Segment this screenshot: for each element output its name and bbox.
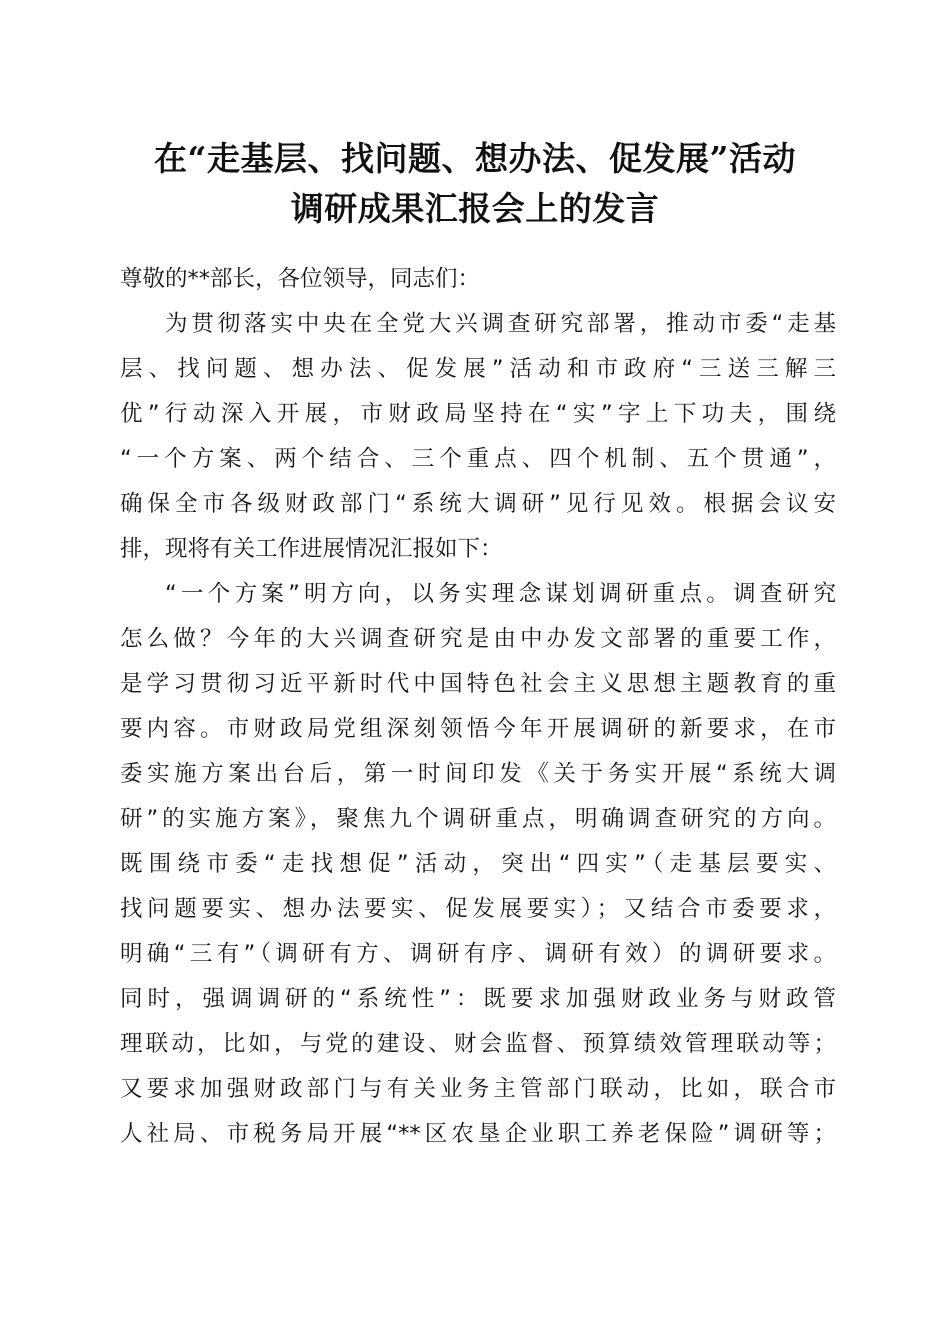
- paragraph-2-line-13: 人社局、市税务局开展“**区农垦企业职工养老保险”调研等；: [120, 1121, 836, 1147]
- paragraph-2-line-8: 找问题要实、想办法要实、促发展要实）；又结合市委要求，: [120, 896, 836, 922]
- document-body: [120, 257, 836, 1157]
- paragraph-2-line-9: 明确“三有”（调研有方、调研有序、调研有效）的调研要求。: [120, 941, 836, 967]
- document-title-line-1: 在“走基层、找问题、想办法、促发展”活动: [154, 139, 796, 178]
- paragraph-2-line-6: 研”的实施方案》，聚焦九个调研重点，明确调查研究的方向。: [120, 806, 836, 832]
- paragraph-1-line-3: 优”行动深入开展，市财政局坚持在“实”字上下功夫，围绕: [120, 401, 836, 427]
- paragraph-2-line-7: 既围绕市委“走找想促”活动，突出“四实”（走基层要实、: [120, 851, 836, 877]
- paragraph-1-line-2: 层、找问题、想办法、促发展”活动和市政府“三送三解三: [120, 356, 836, 382]
- paragraph-2-line-1: “一个方案”明方向，以务实理念谋划调研重点。调查研究: [165, 581, 836, 607]
- paragraph-1-line-1: 为贯彻落实中央在全党大兴调查研究部署，推动市委“走基: [165, 311, 836, 337]
- paragraph-2-line-5: 委实施方案出台后，第一时间印发《关于务实开展“系统大调: [120, 761, 836, 787]
- paragraph-2-line-3: 是学习贯彻习近平新时代中国特色社会主义思想主题教育的重: [120, 671, 836, 697]
- paragraph-2-line-2: 怎么做？今年的大兴调查研究是由中办发文部署的重要工作，: [120, 626, 836, 652]
- paragraph-1-line-6: 排，现将有关工作进展情况汇报如下：: [120, 536, 503, 562]
- paragraph-2-line-4: 要内容。市财政局党组深刻领悟今年开展调研的新要求，在市: [120, 716, 836, 742]
- paragraph-1-line-4: “一个方案、两个结合、三个重点、四个机制、五个贯通”，: [120, 446, 836, 472]
- paragraph-2-line-11: 理联动，比如，与党的建设、财会监督、预算绩效管理联动等；: [120, 1031, 836, 1057]
- paragraph-2-line-10: 同时，强调调研的“系统性”：既要求加强财政业务与财政管: [120, 986, 836, 1012]
- paragraph-2-line-12: 又要求加强财政部门与有关业务主管部门联动，比如，联合市: [120, 1076, 836, 1102]
- salutation: 尊敬的**部长，各位领导，同志们：: [120, 266, 481, 292]
- document-title-line-2: 调研成果汇报会上的发言: [290, 189, 660, 228]
- paragraph-1-line-5: 确保全市各级财政部门“系统大调研”见行见效。根据会议安: [120, 491, 836, 517]
